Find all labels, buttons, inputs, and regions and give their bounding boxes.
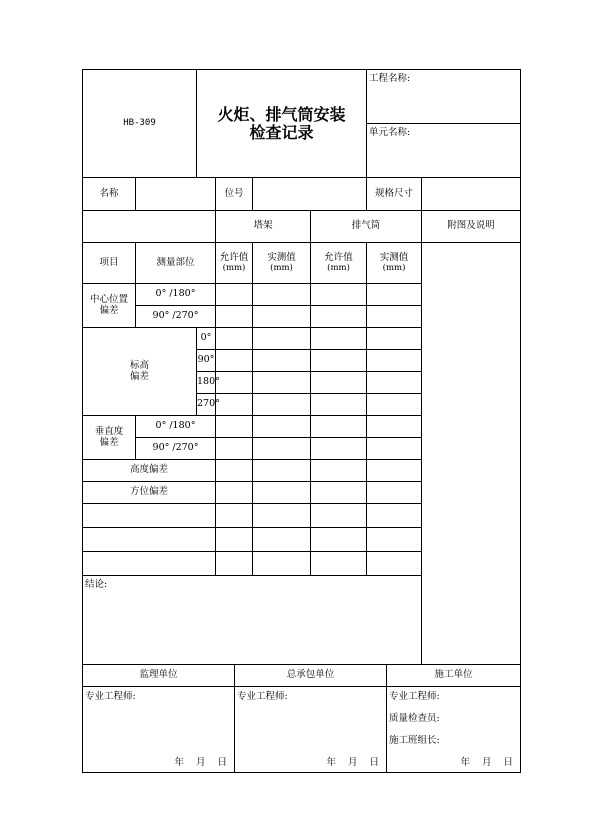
value-cell[interactable]	[367, 528, 422, 552]
sig-construction-engineer: 专业工程师:	[389, 691, 440, 702]
item-center	[83, 284, 136, 328]
value-cell[interactable]	[253, 482, 311, 504]
col-tower-allow-unit: (mm)	[222, 262, 246, 273]
value-cell[interactable]	[367, 306, 422, 328]
value-cell[interactable]	[253, 504, 311, 528]
value-cell[interactable]	[311, 416, 367, 438]
signature-table	[82, 664, 521, 773]
blank-item-cell[interactable]	[83, 528, 216, 552]
value-cell[interactable]	[216, 552, 253, 576]
value-cell[interactable]	[311, 372, 367, 394]
value-cell[interactable]	[367, 394, 422, 416]
position-value-cell[interactable]	[253, 178, 367, 211]
value-cell[interactable]	[216, 328, 253, 350]
unit-name-label: 单元名称:	[369, 127, 411, 138]
unit-name-field[interactable]	[367, 124, 521, 178]
location-cell: 180°	[197, 372, 216, 394]
col-stack-allow-label: 允许值	[324, 251, 353, 263]
form-code-cell	[83, 70, 197, 178]
sig-construction-inspector: 质量检查员:	[389, 713, 440, 724]
group-blank-cell	[83, 211, 216, 243]
value-cell[interactable]	[367, 372, 422, 394]
value-cell[interactable]	[253, 416, 311, 438]
main-table	[82, 69, 521, 665]
item-height-dev: 高度偏差	[83, 460, 216, 482]
location-cell: 90°	[197, 350, 216, 372]
item-azimuth-dev: 方位偏差	[83, 482, 216, 504]
value-cell[interactable]	[367, 284, 422, 306]
item-elevation-line1: 标高	[130, 359, 150, 371]
item-center-line2: 偏差	[99, 304, 119, 316]
col-tower-allow	[216, 243, 253, 284]
value-cell[interactable]	[216, 438, 253, 460]
value-cell[interactable]	[216, 350, 253, 372]
value-cell[interactable]	[311, 528, 367, 552]
sig-construction-date: 年 月 日	[460, 757, 514, 769]
sig-supervision-title: 监理单位	[83, 665, 235, 687]
value-cell[interactable]	[311, 394, 367, 416]
form-title-cell	[197, 70, 367, 178]
value-cell[interactable]	[253, 460, 311, 482]
sig-construction-box[interactable]	[387, 687, 521, 773]
sig-contractor-date: 年 月 日	[326, 757, 380, 769]
sig-supervision-date: 年 月 日	[174, 757, 228, 769]
value-cell[interactable]	[253, 438, 311, 460]
item-elevation	[83, 328, 197, 416]
item-elevation-line2: 偏差	[130, 370, 150, 382]
value-cell[interactable]	[253, 372, 311, 394]
location-cell: 0°	[197, 328, 216, 350]
value-cell[interactable]	[216, 394, 253, 416]
spec-label: 规格尺寸	[367, 178, 422, 211]
value-cell[interactable]	[253, 552, 311, 576]
value-cell[interactable]	[216, 372, 253, 394]
project-name-field[interactable]	[367, 70, 521, 124]
sig-construction-title: 施工单位	[387, 665, 521, 687]
location-cell: 90° /270°	[136, 438, 216, 460]
value-cell[interactable]	[367, 416, 422, 438]
position-label: 位号	[216, 178, 253, 211]
value-cell[interactable]	[216, 482, 253, 504]
sig-construction-foreman: 施工班组长:	[389, 735, 440, 746]
col-tower-measured	[253, 243, 311, 284]
col-stack-measured	[367, 243, 422, 284]
sig-supervision-box[interactable]	[83, 687, 235, 773]
value-cell[interactable]	[216, 460, 253, 482]
inspection-form	[82, 69, 520, 773]
item-vertical-line1: 垂直度	[94, 425, 124, 437]
conclusion-field[interactable]	[83, 576, 521, 665]
location-cell: 270°	[197, 394, 216, 416]
col-tower-measured-label: 实测值	[267, 251, 296, 263]
col-stack-allow	[311, 243, 367, 284]
form-code: HB-309	[123, 118, 156, 129]
value-cell[interactable]	[367, 350, 422, 372]
value-cell[interactable]	[216, 528, 253, 552]
value-cell[interactable]	[367, 552, 422, 576]
value-cell[interactable]	[367, 482, 422, 504]
value-cell[interactable]	[253, 328, 311, 350]
value-cell[interactable]	[311, 306, 367, 328]
blank-item-cell[interactable]	[83, 552, 216, 576]
sig-supervision-engineer: 专业工程师:	[85, 691, 136, 702]
value-cell[interactable]	[216, 416, 253, 438]
value-cell[interactable]	[367, 438, 422, 460]
value-cell[interactable]	[311, 284, 367, 306]
col-tower-measured-unit: (mm)	[270, 262, 293, 273]
item-center-line1: 中心位置	[89, 293, 128, 305]
form-title-line1: 火炬、排气筒安装	[217, 104, 346, 124]
value-cell[interactable]	[253, 528, 311, 552]
value-cell[interactable]	[367, 460, 422, 482]
sig-contractor-title: 总承包单位	[235, 665, 387, 687]
col-tower-allow-label: 允许值	[219, 251, 249, 263]
sig-contractor-box[interactable]	[235, 687, 387, 773]
col-stack-measured-label: 实测值	[379, 251, 409, 263]
value-cell[interactable]	[311, 328, 367, 350]
location-cell: 90° /270°	[136, 306, 216, 328]
value-cell[interactable]	[311, 552, 367, 576]
value-cell[interactable]	[311, 438, 367, 460]
value-cell[interactable]	[311, 504, 367, 528]
value-cell[interactable]	[216, 306, 253, 328]
col-location: 测量部位	[136, 243, 216, 284]
value-cell[interactable]	[311, 482, 367, 504]
value-cell[interactable]	[253, 306, 311, 328]
form-title-line2: 检查记录	[249, 122, 314, 142]
value-cell[interactable]	[253, 284, 311, 306]
spec-value-cell[interactable]	[422, 178, 521, 211]
group-notes: 附图及说明	[422, 211, 521, 243]
value-cell[interactable]	[367, 328, 422, 350]
item-vertical-line2: 偏差	[99, 436, 119, 448]
value-cell[interactable]	[216, 284, 253, 306]
value-cell[interactable]	[253, 350, 311, 372]
name-value-cell[interactable]	[136, 178, 216, 211]
location-cell: 0° /180°	[136, 416, 216, 438]
sig-contractor-engineer: 专业工程师:	[237, 691, 288, 702]
item-vertical	[83, 416, 136, 460]
project-name-label: 工程名称:	[369, 73, 411, 84]
value-cell[interactable]	[367, 504, 422, 528]
group-tower: 塔架	[216, 211, 311, 243]
conclusion-label: 结论:	[85, 579, 108, 590]
value-cell[interactable]	[216, 504, 253, 528]
blank-item-cell[interactable]	[83, 504, 216, 528]
col-item: 项目	[83, 243, 136, 284]
col-stack-allow-unit: (mm)	[327, 262, 350, 273]
name-label: 名称	[83, 178, 136, 211]
location-cell: 0° /180°	[136, 284, 216, 306]
group-stack: 排气筒	[311, 211, 422, 243]
value-cell[interactable]	[311, 460, 367, 482]
value-cell[interactable]	[253, 394, 311, 416]
value-cell[interactable]	[311, 350, 367, 372]
col-stack-measured-unit: (mm)	[382, 262, 406, 273]
